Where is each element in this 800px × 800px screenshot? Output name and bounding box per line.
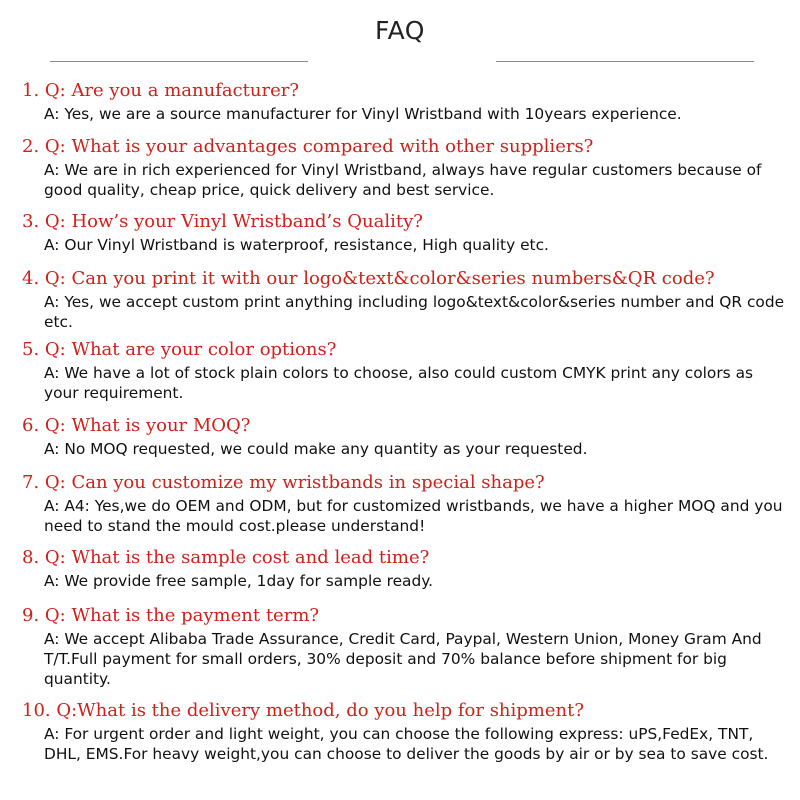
faq-answer: A: Our Vinyl Wristband is waterproof, resistance, High quality etc. bbox=[44, 236, 549, 254]
faq-answer: A: For urgent order and light weight, you can choose the following express: uPS,FedEx, TNT, DHL, EMS.For heavy weight,you can choose to deliver the goods by air or by sea to save cost. bbox=[44, 725, 769, 763]
faq-question: 7. Q: Can you customize my wristbands in special shape? bbox=[22, 472, 545, 493]
faq-answer: A: Yes, we accept custom print anything including logo&text&color&series number and QR code etc. bbox=[44, 293, 785, 331]
faq-answer: A: A4: Yes,we do OEM and ODM, but for customized wristbands, we have a higher MOQ and you need to stand the mould cost.please understand! bbox=[44, 497, 783, 535]
faq-question: 2. Q: What is your advantages compared with other suppliers? bbox=[22, 136, 594, 157]
faq-question: 3. Q: How’s your Vinyl Wristband’s Quality? bbox=[22, 211, 423, 232]
faq-question: 1. Q: Are you a manufacturer? bbox=[22, 80, 299, 101]
faq-question: 10. Q:What is the delivery method, do you help for shipment? bbox=[22, 700, 584, 721]
faq-answer: A: No MOQ requested, we could make any quantity as your requested. bbox=[44, 440, 588, 458]
faq-question: 8. Q: What is the sample cost and lead time? bbox=[22, 547, 430, 568]
faq-answer: A: Yes, we are a source manufacturer for Vinyl Wristband with 10years experience. bbox=[44, 105, 682, 123]
page-title: FAQ bbox=[375, 16, 425, 45]
faq-answer: A: We have a lot of stock plain colors to choose, also could custom CMYK print any colors as your requirement. bbox=[44, 364, 754, 402]
faq-answer: A: We are in rich experienced for Vinyl Wristband, always have regular customers because of good quality, cheap price, quick delivery and best service. bbox=[44, 161, 762, 199]
faq-question: 6. Q: What is your MOQ? bbox=[22, 415, 251, 436]
faq-answer: A: We provide free sample, 1day for sample ready. bbox=[44, 572, 434, 590]
faq-question: 4. Q: Can you print it with our logo&text&color&series numbers&QR code? bbox=[22, 268, 715, 289]
faq-question: 9. Q: What is the payment term? bbox=[22, 605, 320, 626]
faq-answer: A: We accept Alibaba Trade Assurance, Credit Card, Paypal, Western Union, Money Gram And T/T.Full payment for small orders, 30% deposit and 70% balance before shipment for big quantity. bbox=[44, 630, 762, 688]
faq-question: 5. Q: What are your color options? bbox=[22, 339, 337, 360]
